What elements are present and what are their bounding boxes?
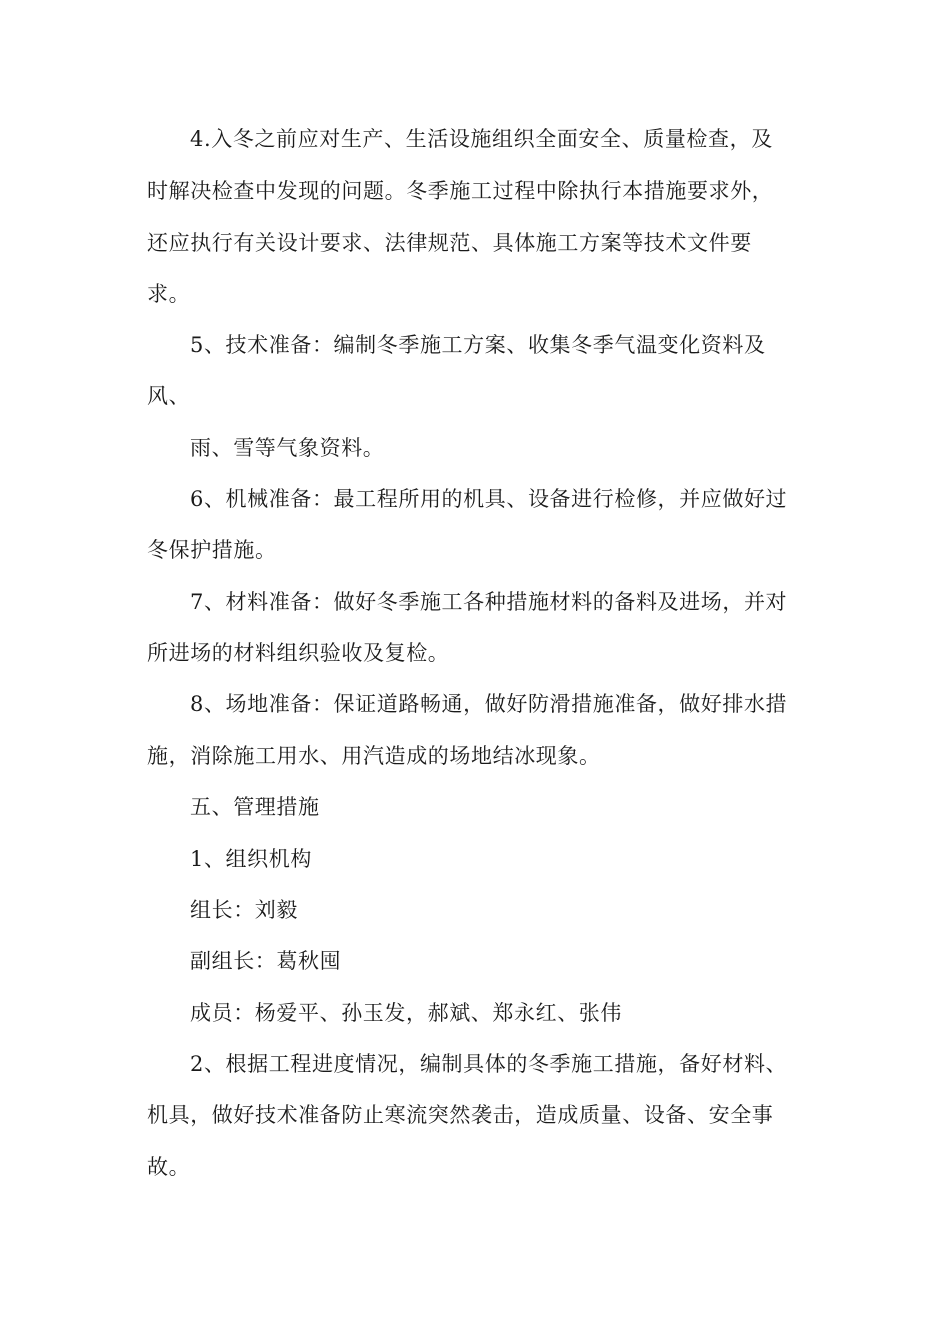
paragraph-line: 2、根据工程进度情况，编制具体的冬季施工措施，备好材料、 [190,1052,788,1076]
paragraph-line: 雨、雪等气象资料。 [190,436,385,460]
paragraph-line: 故。 [147,1155,191,1179]
subsection-heading: 1、组织机构 [190,847,312,871]
section-heading: 五、管理措施 [190,795,320,819]
paragraph-line: 风、 [147,384,191,408]
paragraph-line: 求。 [147,282,191,306]
paragraph-line: 8、场地准备：保证道路畅通，做好防滑措施准备，做好排水措 [190,692,788,716]
team-members: 成员：杨爱平、孙玉发，郝斌、郑永红、张伟 [190,1001,622,1025]
paragraph-line: 冬保护措施。 [147,538,277,562]
deputy-leader: 副组长：葛秋囤 [190,949,342,973]
paragraph-line: 还应执行有关设计要求、法律规范、具体施工方案等技术文件要 [147,231,752,255]
paragraph-line: 所进场的材料组织验收及复检。 [147,641,450,665]
paragraph-line: 施，消除施工用水、用汽造成的场地结冰现象。 [147,744,601,768]
paragraph-line: 时解决检查中发现的问题。冬季施工过程中除执行本措施要求外， [147,179,774,203]
paragraph-line: 5、技术准备：编制冬季施工方案、收集冬季气温变化资料及 [190,333,766,357]
paragraph-line: 6、机械准备：最工程所用的机具、设备进行检修，并应做好过 [190,487,788,511]
paragraph-line: 机具，做好技术准备防止寒流突然袭击，造成质量、设备、安全事 [147,1103,774,1127]
paragraph-line: 7、材料准备：做好冬季施工各种措施材料的备料及进场，并对 [190,590,788,614]
paragraph-line: 4.入冬之前应对生产、生活设施组织全面安全、质量检查，及 [190,127,773,151]
team-leader: 组长：刘毅 [190,898,298,922]
